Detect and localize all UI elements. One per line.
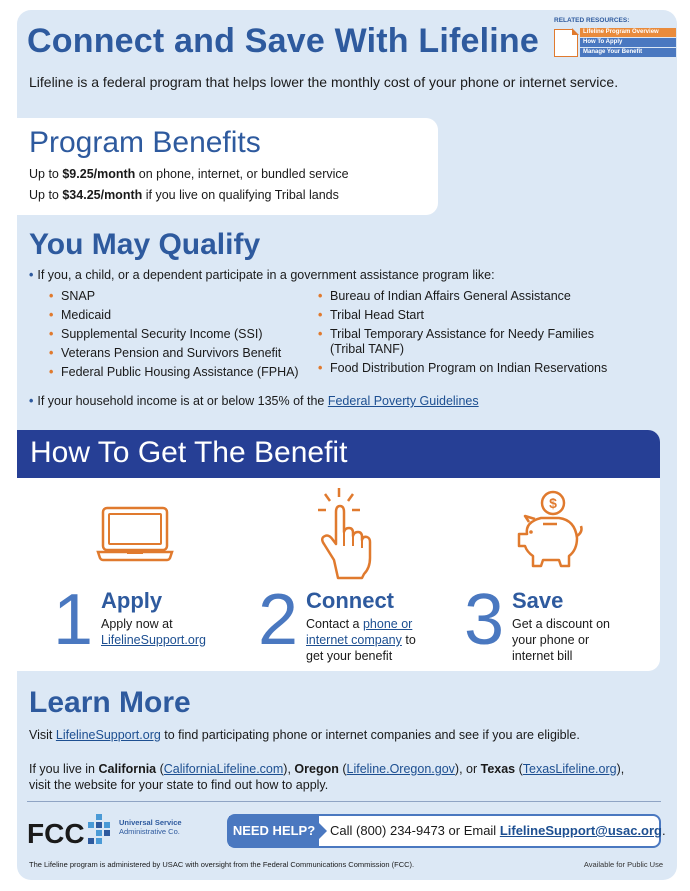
help-contact: Call (800) 234-9473 or Email LifelineSupport@usac.org. [330,823,666,838]
california-link[interactable]: CaliforniaLifeline.com [163,762,284,776]
lifelinesupport-link[interactable]: LifelineSupport.org [55,728,161,742]
program-list-left [49,289,309,384]
benefit-amount-tribal: $34.25/month [62,188,143,202]
need-help-label: NEED HELP? [229,816,319,846]
income-criteria: • If your household income is at or below 135% of the Federal Poverty Guidelines [29,394,479,408]
related-resources-heading: RELATED RESOURCES: [554,17,630,24]
step-text: Get a discount on your phone or internet bill [512,617,610,663]
step-title: Save [512,588,564,613]
related-link-manage-benefit[interactable]: Manage Your Benefit [580,48,676,57]
laptop-icon [97,506,173,562]
hand-tap-icon [312,486,374,582]
fcc-logo [27,815,85,849]
list-item: • Medicaid [49,308,309,323]
divider [27,801,661,802]
oregon-link[interactable]: Lifeline.Oregon.gov [346,762,455,776]
step-text: Contact a phone or internet company to get your benefit [306,617,416,663]
document-icon [554,29,578,57]
piggy-bank-icon [513,488,583,576]
list-item: • Federal Public Housing Assistance (FPHA) [49,365,309,380]
related-resources [554,17,674,55]
benefit-amount-standard: $9.25/month [62,167,136,181]
step-number: 1 [53,580,94,660]
benefit-line-tribal: Up to $34.25/month if you live on qualifying Tribal lands [29,188,339,202]
need-help-box [227,814,666,848]
intro-text: Lifeline is a federal program that helps lower the monthly cost of your phone or internet service. [29,74,619,90]
step-text: Apply now at LifelineSupport.org [101,617,206,647]
related-link-how-to-apply[interactable]: How To Apply [580,38,676,47]
program-benefits-card [17,118,438,215]
step-title: Apply [101,588,163,613]
learn-more-text: Visit LifelineSupport.org to find participating phone or internet companies and see if you are eligible. [29,728,580,742]
you-may-qualify-heading: You May Qualify [29,228,261,261]
poverty-guidelines-link[interactable]: Federal Poverty Guidelines [327,394,479,408]
program-benefits-heading: Program Benefits [29,126,261,159]
flyer-page [17,10,677,880]
list-item: • Bureau of Indian Affairs General Assistance [318,289,618,304]
lifelinesupport-link[interactable]: LifelineSupport.org [101,633,206,647]
list-item: • Tribal Temporary Assistance for Needy Families (Tribal TANF) [318,327,618,357]
list-item: • SNAP [49,289,309,304]
svg-text:$: $ [549,495,557,511]
list-item: • Supplemental Security Income (SSI) [49,327,309,342]
related-link-overview[interactable]: Lifeline Program Overview [580,28,676,37]
usac-logo-icon [83,812,117,850]
qualify-intro: • If you, a child, or a dependent participate in a government assistance program like: [29,268,495,282]
step-number: 2 [258,580,299,660]
state-programs-text: If you live in California (CaliforniaLifeline.com), Oregon (Lifeline.Oregon.gov), or Texas (TexasLifeline.org), visit the website for your state to find out how to apply. [29,762,625,792]
texas-link[interactable]: TexasLifeline.org [522,762,617,776]
program-list-right [318,289,618,380]
list-item: • Veterans Pension and Survivors Benefit [49,346,309,361]
list-item: • Food Distribution Program on Indian Reservations [318,361,618,376]
support-email-link[interactable]: LifelineSupport@usac.org [499,823,663,838]
learn-more-heading: Learn More [29,686,191,719]
benefit-line-standard: Up to $9.25/month on phone, internet, or bundled service [29,167,349,181]
page-title: Connect and Save With Lifeline [27,22,539,60]
availability-note: Available for Public Use [583,860,663,869]
step-number: 3 [464,580,505,660]
list-item: • Tribal Head Start [318,308,618,323]
phone-company-link[interactable]: phone or internet company [306,617,413,647]
usac-logo-text: Universal Service Administrative Co. [119,818,182,836]
admin-note: The Lifeline program is administered by USAC with oversight from the Federal Communications Commission (FCC). [29,860,415,869]
how-to-heading: How To Get The Benefit [30,436,348,469]
step-title: Connect [306,588,394,613]
fcc-logo-text: FCC [27,818,85,849]
how-to-band [17,430,660,478]
